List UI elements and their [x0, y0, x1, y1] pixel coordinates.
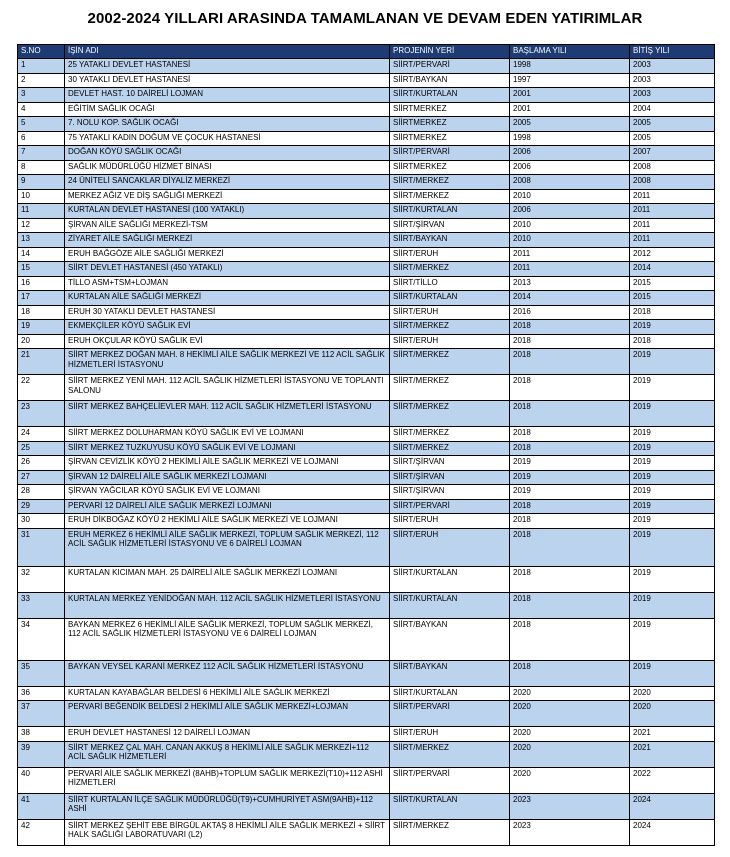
cell-sno: 32: [18, 566, 65, 592]
cell-sno: 1: [18, 59, 65, 74]
cell-sno: 39: [18, 741, 65, 767]
cell-start-year: 2005: [510, 117, 630, 132]
cell-job-name: KURTALAN DEVLET HASTANESİ (100 YATAKLI): [65, 204, 390, 219]
cell-sno: 18: [18, 305, 65, 320]
cell-job-name: ERUH OKÇULAR KÖYÜ SAĞLIK EVİ: [65, 334, 390, 349]
table-row: [18, 175, 715, 190]
cell-job-name: SİİRT KURTALAN İLÇE SAĞLIK MÜDÜRLÜĞÜ(T9)+CUMHURİYET ASM(9AHB)+112 ASHİ: [65, 793, 390, 819]
cell-end-year: 2019: [630, 528, 715, 566]
cell-job-name: 30 YATAKLI DEVLET HASTANESİ: [65, 73, 390, 88]
cell-job-name: PERVARİ BEĞENDİK BELDESİ 2 HEKİMLİ AİLE SAĞLIK MERKEZİ+LOJMAN: [65, 701, 390, 727]
cell-end-year: 2011: [630, 204, 715, 219]
table-row: [18, 741, 715, 767]
table-row: [18, 334, 715, 349]
cell-start-year: 2023: [510, 819, 630, 845]
page-title: 2002-2024 YILLARI ARASINDA TAMAMLANAN VE DEVAM EDEN YATIRIMLAR: [87, 10, 643, 27]
table-row: [18, 204, 715, 219]
cell-project-location: SİİRT/KURTALAN: [390, 592, 510, 618]
cell-start-year: 2018: [510, 618, 630, 660]
cell-project-location: SİİRTMERKEZ: [390, 117, 510, 132]
cell-end-year: 2019: [630, 618, 715, 660]
cell-job-name: 24 ÜNİTELİ SANCAKLAR DİYALİZ MERKEZİ: [65, 175, 390, 190]
cell-job-name: SİİRT DEVLET HASTANESİ (450 YATAKLI): [65, 262, 390, 277]
table-header-row: [18, 45, 715, 59]
cell-end-year: 2021: [630, 741, 715, 767]
cell-job-name: MERKEZ AĞIZ VE DİŞ SAĞLIĞI MERKEZİ: [65, 189, 390, 204]
cell-job-name: SİİRT MERKEZ BAHÇELİEVLER MAH. 112 ACİL SAĞLIK HİZMETLERİ İSTASYONU: [65, 401, 390, 427]
cell-project-location: SİİRT/MERKEZ: [390, 427, 510, 442]
cell-start-year: 2018: [510, 566, 630, 592]
cell-job-name: SAĞLIK MÜDÜRLÜĞÜ HİZMET BİNASI: [65, 160, 390, 175]
cell-job-name: 7. NOLU KOP. SAĞLIK OCAĞI: [65, 117, 390, 132]
table-row: [18, 349, 715, 375]
cell-job-name: SİİRT MERKEZ ŞEHİT EBE BİRGÜL AKTAŞ 8 HEKİMLİ AİLE SAĞLIK MERKEZİ + SİİRT HALK SAĞLIĞI LABORATUVARI (L2): [65, 819, 390, 845]
cell-start-year: 2018: [510, 660, 630, 686]
cell-job-name: EĞİTİM SAĞLIK OCAĞI: [65, 102, 390, 117]
cell-end-year: 2011: [630, 233, 715, 248]
cell-project-location: SİİRTMERKEZ: [390, 160, 510, 175]
cell-project-location: SİİRT/BAYKAN: [390, 660, 510, 686]
cell-sno: 35: [18, 660, 65, 686]
cell-end-year: 2012: [630, 247, 715, 262]
cell-sno: 40: [18, 767, 65, 793]
cell-job-name: ERUH MERKEZ 6 HEKİMLİ AİLE SAĞLIK MERKEZİ, TOPLUM SAĞLIK MERKEZİ, 112 ACİL SAĞLIK HİZMETLERİ İSTASYONU VE 6 DAİRELİ LOJMAN: [65, 528, 390, 566]
cell-project-location: SİİRTMERKEZ: [390, 102, 510, 117]
table-row: [18, 618, 715, 660]
table-body: [18, 59, 715, 846]
cell-project-location: SİİRT/MERKEZ: [390, 320, 510, 335]
cell-job-name: BAYKAN MERKEZ 6 HEKİMLİ AİLE SAĞLIK MERKEZİ, TOPLUM SAĞLIK MERKEZİ, 112 ACİL SAĞLIK HİZMETLERİ İSTASYONU VE 6 DAİRELİ LOJMAN: [65, 618, 390, 660]
cell-start-year: 2013: [510, 276, 630, 291]
cell-sno: 27: [18, 470, 65, 485]
cell-project-location: SİİRT/ŞİRVAN: [390, 485, 510, 500]
cell-start-year: 2006: [510, 204, 630, 219]
table-row: [18, 276, 715, 291]
cell-job-name: ERUH BAĞGÖZE AİLE SAĞLIĞI MERKEZİ: [65, 247, 390, 262]
cell-start-year: 2010: [510, 233, 630, 248]
cell-project-location: SİİRT/PERVARİ: [390, 767, 510, 793]
cell-sno: 9: [18, 175, 65, 190]
cell-project-location: SİİRT/ERUH: [390, 247, 510, 262]
cell-sno: 21: [18, 349, 65, 375]
cell-project-location: SİİRT/MERKEZ: [390, 189, 510, 204]
cell-end-year: 2019: [630, 375, 715, 401]
cell-end-year: 2003: [630, 73, 715, 88]
cell-end-year: 2021: [630, 727, 715, 742]
cell-start-year: 2019: [510, 456, 630, 471]
cell-job-name: KURTALAN KICIMAN MAH. 25 DAİRELİ AİLE SAĞLIK MERKEZİ LOJMANI: [65, 566, 390, 592]
cell-end-year: 2014: [630, 262, 715, 277]
cell-job-name: KURTALAN KAYABAĞLAR BELDESİ 6 HEKİMLİ AİLE SAĞLIK MERKEZİ: [65, 686, 390, 701]
investments-table: [17, 44, 715, 846]
cell-end-year: 2019: [630, 441, 715, 456]
cell-sno: 17: [18, 291, 65, 306]
cell-project-location: SİİRTMERKEZ: [390, 131, 510, 146]
cell-job-name: DEVLET HAST. 10 DAİRELİ LOJMAN: [65, 88, 390, 103]
cell-project-location: SİİRT/BAYKAN: [390, 73, 510, 88]
cell-job-name: ERUH DEVLET HASTANESİ 12 DAİRELİ LOJMAN: [65, 727, 390, 742]
table-row: [18, 566, 715, 592]
cell-project-location: SİİRT/TİLLO: [390, 276, 510, 291]
table-row: [18, 233, 715, 248]
table-row: [18, 499, 715, 514]
cell-sno: 4: [18, 102, 65, 117]
cell-end-year: 2019: [630, 566, 715, 592]
cell-sno: 36: [18, 686, 65, 701]
cell-job-name: DOĞAN KÖYÜ SAĞLIK OCAĞI: [65, 146, 390, 161]
cell-job-name: SİİRT MERKEZ DOĞAN MAH. 8 HEKİMLİ AİLE SAĞLIK MERKEZİ VE 112 ACİL SAĞLIK HİZMETLERİ İSTASYONU: [65, 349, 390, 375]
cell-project-location: SİİRT/MERKEZ: [390, 262, 510, 277]
cell-sno: 41: [18, 793, 65, 819]
cell-end-year: 2018: [630, 334, 715, 349]
cell-sno: 22: [18, 375, 65, 401]
cell-end-year: 2020: [630, 701, 715, 727]
cell-sno: 20: [18, 334, 65, 349]
cell-project-location: SİİRT/ŞİRVAN: [390, 218, 510, 233]
cell-job-name: SİİRT MERKEZ TUZKUYUSU KÖYÜ SAĞLIK EVİ VE LOJMANI: [65, 441, 390, 456]
cell-sno: 24: [18, 427, 65, 442]
cell-project-location: SİİRT/MERKEZ: [390, 441, 510, 456]
cell-end-year: 2008: [630, 160, 715, 175]
table-row: [18, 102, 715, 117]
cell-start-year: 2019: [510, 470, 630, 485]
table-row: [18, 793, 715, 819]
cell-project-location: SİİRT/PERVARİ: [390, 499, 510, 514]
cell-start-year: 2011: [510, 262, 630, 277]
cell-start-year: 2001: [510, 88, 630, 103]
table-row: [18, 485, 715, 500]
cell-job-name: ŞİRVAN AİLE SAĞLIĞI MERKEZİ-TSM: [65, 218, 390, 233]
cell-sno: 29: [18, 499, 65, 514]
cell-sno: 10: [18, 189, 65, 204]
cell-start-year: 1997: [510, 73, 630, 88]
cell-end-year: 2008: [630, 175, 715, 190]
cell-end-year: 2005: [630, 131, 715, 146]
cell-start-year: 2018: [510, 375, 630, 401]
table-row: [18, 727, 715, 742]
cell-project-location: SİİRT/KURTALAN: [390, 566, 510, 592]
cell-sno: 25: [18, 441, 65, 456]
cell-end-year: 2019: [630, 470, 715, 485]
cell-start-year: 2018: [510, 592, 630, 618]
cell-start-year: 2010: [510, 189, 630, 204]
header-end-year: BİTİŞ YILI: [630, 45, 715, 59]
cell-start-year: 2008: [510, 175, 630, 190]
cell-end-year: 2020: [630, 686, 715, 701]
cell-project-location: SİİRT/ERUH: [390, 334, 510, 349]
cell-end-year: 2024: [630, 819, 715, 845]
cell-project-location: SİİRT/PERVARİ: [390, 59, 510, 74]
cell-job-name: BAYKAN VEYSEL KARANİ MERKEZ 112 ACİL SAĞLIK HİZMETLERİ İSTASYONU: [65, 660, 390, 686]
cell-project-location: SİİRT/ŞİRVAN: [390, 470, 510, 485]
cell-job-name: PERVARİ AİLE SAĞLIK MERKEZİ (8AHB)+TOPLUM SAĞLIK MERKEZİ(T10)+112 ASHİ HİZMETLERİ: [65, 767, 390, 793]
cell-sno: 19: [18, 320, 65, 335]
cell-project-location: SİİRT/KURTALAN: [390, 686, 510, 701]
cell-end-year: 2019: [630, 349, 715, 375]
cell-end-year: 2019: [630, 427, 715, 442]
cell-start-year: 2010: [510, 218, 630, 233]
cell-end-year: 2003: [630, 59, 715, 74]
cell-project-location: SİİRT/KURTALAN: [390, 204, 510, 219]
cell-end-year: 2019: [630, 320, 715, 335]
cell-job-name: SİİRT MERKEZ YENİ MAH. 112 ACİL SAĞLIK HİZMETLERİ İSTASYONU VE TOPLANTI SALONU: [65, 375, 390, 401]
cell-end-year: 2003: [630, 88, 715, 103]
cell-end-year: 2019: [630, 456, 715, 471]
cell-sno: 38: [18, 727, 65, 742]
table-row: [18, 291, 715, 306]
cell-job-name: ERUH 30 YATAKLI DEVLET HASTANESİ: [65, 305, 390, 320]
cell-job-name: PERVARİ 12 DAİRELİ AİLE SAĞLIK MERKEZİ LOJMANI: [65, 499, 390, 514]
cell-project-location: SİİRT/ERUH: [390, 514, 510, 529]
cell-project-location: SİİRT/BAYKAN: [390, 618, 510, 660]
cell-sno: 33: [18, 592, 65, 618]
cell-job-name: KURTALAN AİLE SAĞLIĞI MERKEZİ: [65, 291, 390, 306]
cell-project-location: SİİRT/ŞİRVAN: [390, 456, 510, 471]
cell-project-location: SİİRT/PERVARİ: [390, 701, 510, 727]
cell-end-year: 2018: [630, 305, 715, 320]
table-row: [18, 701, 715, 727]
cell-start-year: 2018: [510, 499, 630, 514]
cell-end-year: 2007: [630, 146, 715, 161]
cell-project-location: SİİRT/MERKEZ: [390, 175, 510, 190]
header-project-location: PROJENİN YERİ: [390, 45, 510, 59]
cell-project-location: SİİRT/BAYKAN: [390, 233, 510, 248]
cell-end-year: 2011: [630, 218, 715, 233]
cell-sno: 28: [18, 485, 65, 500]
cell-sno: 7: [18, 146, 65, 161]
cell-sno: 31: [18, 528, 65, 566]
cell-start-year: 2018: [510, 441, 630, 456]
cell-sno: 42: [18, 819, 65, 845]
table-row: [18, 320, 715, 335]
table-row: [18, 514, 715, 529]
table-row: [18, 59, 715, 74]
cell-project-location: SİİRT/ERUH: [390, 305, 510, 320]
cell-end-year: 2011: [630, 189, 715, 204]
cell-project-location: SİİRT/MERKEZ: [390, 349, 510, 375]
cell-project-location: SİİRT/ERUH: [390, 528, 510, 566]
cell-sno: 6: [18, 131, 65, 146]
table-row: [18, 401, 715, 427]
cell-start-year: 1998: [510, 59, 630, 74]
cell-end-year: 2019: [630, 401, 715, 427]
cell-job-name: ŞİRVAN CEVİZLİK KÖYÜ 2 HEKİMLİ AİLE SAĞLIK MERKEZİ VE LOJMANI: [65, 456, 390, 471]
cell-sno: 30: [18, 514, 65, 529]
cell-project-location: SİİRT/MERKEZ: [390, 375, 510, 401]
table-row: [18, 375, 715, 401]
cell-job-name: SİİRT MERKEZ ÇAL MAH. CANAN AKKUŞ 8 HEKİMLİ AİLE SAĞLIK MERKEZİ+112 ACİL SAĞLIK HİZMETLERİ: [65, 741, 390, 767]
cell-end-year: 2019: [630, 514, 715, 529]
table-row: [18, 470, 715, 485]
cell-end-year: 2019: [630, 660, 715, 686]
cell-start-year: 2018: [510, 528, 630, 566]
cell-sno: 26: [18, 456, 65, 471]
table-row: [18, 456, 715, 471]
cell-project-location: SİİRT/KURTALAN: [390, 88, 510, 103]
cell-sno: 16: [18, 276, 65, 291]
cell-start-year: 1998: [510, 131, 630, 146]
cell-start-year: 2020: [510, 767, 630, 793]
cell-end-year: 2005: [630, 117, 715, 132]
cell-start-year: 2020: [510, 701, 630, 727]
cell-end-year: 2015: [630, 291, 715, 306]
cell-sno: 34: [18, 618, 65, 660]
cell-job-name: ERUH DİKBOĞAZ KÖYÜ 2 HEKİMLİ AİLE SAĞLIK MERKEZİ VE LOJMANI: [65, 514, 390, 529]
table-row: [18, 160, 715, 175]
cell-sno: 15: [18, 262, 65, 277]
cell-sno: 13: [18, 233, 65, 248]
cell-start-year: 2019: [510, 485, 630, 500]
cell-project-location: SİİRT/MERKEZ: [390, 401, 510, 427]
cell-project-location: SİİRT/KURTALAN: [390, 793, 510, 819]
cell-start-year: 2006: [510, 160, 630, 175]
cell-start-year: 2011: [510, 247, 630, 262]
cell-sno: 2: [18, 73, 65, 88]
table-row: [18, 73, 715, 88]
cell-end-year: 2015: [630, 276, 715, 291]
cell-job-name: ŞİRVAN YAĞCILAR KÖYÜ SAĞLIK EVİ VE LOJMANI: [65, 485, 390, 500]
table-row: [18, 88, 715, 103]
cell-job-name: ŞİRVAN 12 DAİRELİ AİLE SAĞLIK MERKEZİ LOJMANI: [65, 470, 390, 485]
table-row: [18, 146, 715, 161]
cell-end-year: 2019: [630, 485, 715, 500]
table-row: [18, 686, 715, 701]
table-row: [18, 117, 715, 132]
table-row: [18, 592, 715, 618]
cell-start-year: 2018: [510, 334, 630, 349]
cell-project-location: SİİRT/MERKEZ: [390, 819, 510, 845]
cell-end-year: 2024: [630, 793, 715, 819]
cell-end-year: 2004: [630, 102, 715, 117]
table-row: [18, 131, 715, 146]
cell-sno: 3: [18, 88, 65, 103]
cell-job-name: TİLLO ASM+TSM+LOJMAN: [65, 276, 390, 291]
cell-sno: 37: [18, 701, 65, 727]
cell-start-year: 2016: [510, 305, 630, 320]
cell-job-name: EKMEKÇİLER KÖYÜ SAĞLIK EVİ: [65, 320, 390, 335]
table-row: [18, 247, 715, 262]
table-row: [18, 427, 715, 442]
table-row: [18, 218, 715, 233]
table-row: [18, 262, 715, 277]
header-job-name: İŞİN ADI: [65, 45, 390, 59]
table-row: [18, 767, 715, 793]
cell-end-year: 2019: [630, 499, 715, 514]
table-row: [18, 819, 715, 845]
cell-start-year: 2020: [510, 686, 630, 701]
cell-project-location: SİİRT/ERUH: [390, 727, 510, 742]
cell-end-year: 2022: [630, 767, 715, 793]
cell-job-name: ZİYARET AİLE SAĞLIĞI MERKEZİ: [65, 233, 390, 248]
cell-start-year: 2018: [510, 401, 630, 427]
cell-sno: 5: [18, 117, 65, 132]
header-sno: S.NO: [18, 45, 65, 59]
cell-sno: 12: [18, 218, 65, 233]
cell-job-name: SİİRT MERKEZ DOLUHARMAN KÖYÜ SAĞLIK EVİ VE LOJMANI: [65, 427, 390, 442]
cell-sno: 8: [18, 160, 65, 175]
cell-start-year: 2020: [510, 741, 630, 767]
cell-project-location: SİİRT/KURTALAN: [390, 291, 510, 306]
cell-sno: 23: [18, 401, 65, 427]
table-row: [18, 441, 715, 456]
header-start-year: BAŞLAMA YILI: [510, 45, 630, 59]
cell-start-year: 2018: [510, 427, 630, 442]
cell-sno: 14: [18, 247, 65, 262]
cell-start-year: 2018: [510, 514, 630, 529]
cell-start-year: 2023: [510, 793, 630, 819]
cell-job-name: 25 YATAKLI DEVLET HASTANESİ: [65, 59, 390, 74]
cell-start-year: 2020: [510, 727, 630, 742]
cell-job-name: 75 YATAKLI KADIN DOĞUM VE ÇOCUK HASTANESİ: [65, 131, 390, 146]
cell-start-year: 2018: [510, 320, 630, 335]
cell-start-year: 2018: [510, 349, 630, 375]
table-row: [18, 305, 715, 320]
cell-sno: 11: [18, 204, 65, 219]
cell-start-year: 2001: [510, 102, 630, 117]
cell-end-year: 2019: [630, 592, 715, 618]
cell-project-location: SİİRT/MERKEZ: [390, 741, 510, 767]
table-row: [18, 660, 715, 686]
cell-start-year: 2006: [510, 146, 630, 161]
cell-job-name: KURTALAN MERKEZ YENİDOĞAN MAH. 112 ACİL SAĞLIK HİZMETLERİ İSTASYONU: [65, 592, 390, 618]
table-row: [18, 528, 715, 566]
cell-project-location: SİİRT/PERVARİ: [390, 146, 510, 161]
table-row: [18, 189, 715, 204]
cell-start-year: 2014: [510, 291, 630, 306]
